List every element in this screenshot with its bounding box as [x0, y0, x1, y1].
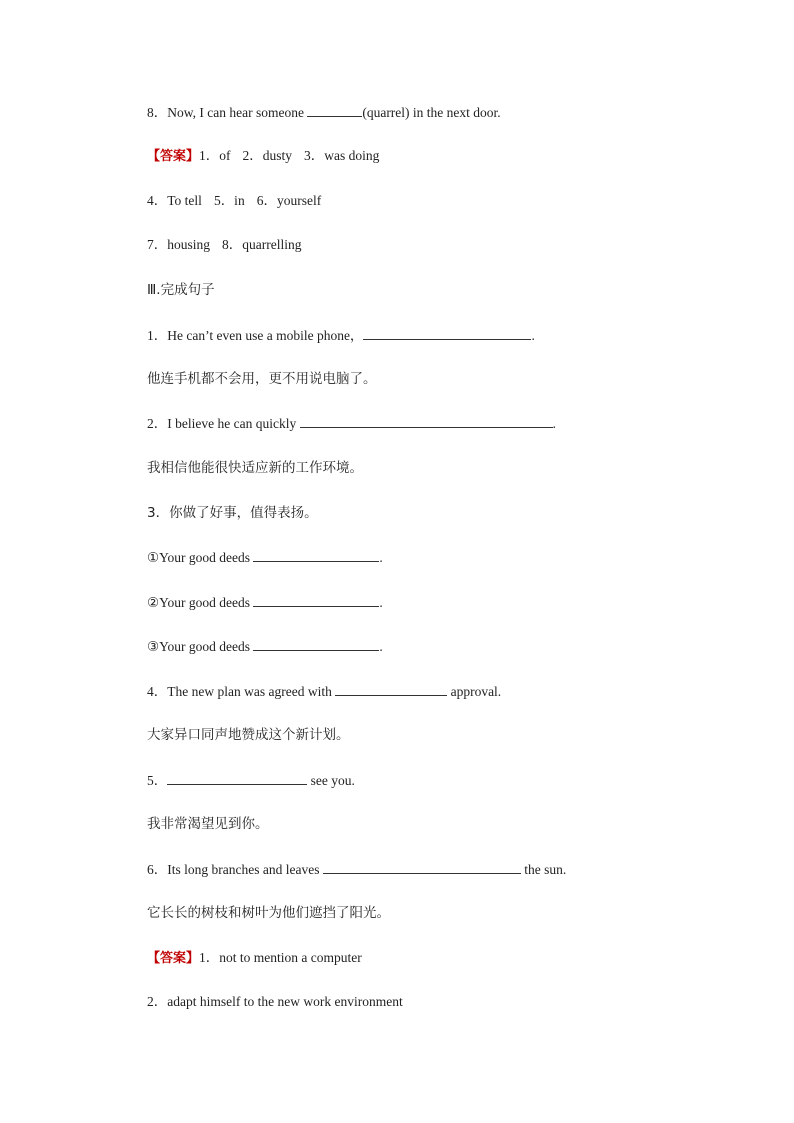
sentence-3-option-1 [147, 547, 383, 567]
question-number: 6． [147, 862, 168, 877]
question-text-tail: the sun. [520, 862, 567, 877]
sentence-1 [147, 325, 535, 345]
question-text: I believe he can quickly [167, 416, 300, 431]
punctuation: . [379, 550, 383, 565]
sentence-3-option-3 [147, 636, 383, 656]
answer-blank[interactable] [335, 681, 447, 696]
sentence-6-chinese: 它长长的树枝和树叶为他们遮挡了阳光。 [147, 905, 390, 921]
answer-blank[interactable] [363, 325, 531, 340]
sentence-3-option-2 [147, 592, 383, 612]
answer-item: 8．quarrelling [222, 237, 302, 252]
question-number: 8． [147, 105, 168, 120]
sentence-4-chinese: 大家异口同声地赞成这个新计划。 [147, 727, 350, 743]
sentence-5 [147, 770, 355, 790]
question-text-tail: approval. [447, 684, 502, 699]
question-number: 3． [147, 505, 170, 521]
answer-row-2 [147, 191, 321, 211]
answer-text: 1．not to mention a computer [199, 950, 362, 965]
question-text-tail: see you. [307, 773, 355, 788]
question-text: The new plan was agreed with [167, 684, 336, 699]
answer-row-3 [147, 235, 302, 255]
option-text: ①Your good deeds [147, 550, 254, 565]
punctuation: . [552, 416, 556, 431]
sentence-2 [147, 413, 556, 433]
answer-item: 5．in [213, 193, 245, 208]
question-number: 5． [147, 773, 168, 788]
question-text-tail: (quarrel) in the next door. [362, 105, 501, 120]
answer-item: 1．of [199, 148, 231, 163]
answer-item: 2．dusty [242, 148, 293, 163]
answer-row-1 [147, 146, 379, 166]
question-8 [147, 102, 501, 122]
punctuation: . [531, 328, 535, 343]
option-text: ②Your good deeds [147, 595, 254, 610]
answer-item: 3．was doing [304, 148, 380, 163]
answer-blank[interactable] [300, 413, 553, 428]
sentence-2-chinese: 我相信他能很快适应新的工作环境。 [147, 460, 363, 476]
question-number: 1． [147, 328, 168, 343]
answer-blank[interactable] [307, 102, 362, 117]
answer-blank[interactable] [167, 770, 307, 785]
sentence-1-chinese: 他连手机都不会用，更不用说电脑了。 [147, 371, 377, 387]
option-text: ③Your good deeds [147, 639, 254, 654]
sentence-6 [147, 859, 566, 879]
punctuation: . [379, 639, 383, 654]
sentence-3 [147, 503, 318, 523]
answer-item: 4．To tell [147, 193, 202, 208]
answer-tag: 【答案】 [147, 951, 200, 966]
answer-item: 7．housing [147, 237, 211, 252]
sentence-4 [147, 681, 501, 701]
question-text: Now, I can hear someone [167, 105, 308, 120]
answer-item: 6．yourself [256, 193, 322, 208]
answer-tag: 【答案】 [147, 149, 200, 164]
sentence-5-chinese: 我非常渴望见到你。 [147, 816, 269, 832]
answer-blank[interactable] [323, 859, 521, 874]
section-title: Ⅲ.完成句子 [147, 282, 215, 298]
question-text: He can’t even use a mobile phone， [167, 328, 364, 343]
question-number: 4． [147, 684, 168, 699]
punctuation: . [379, 595, 383, 610]
sentence-3-chinese: 你做了好事，值得表扬。 [169, 505, 318, 521]
answer-row-5: 2．adapt himself to the new work environment [147, 994, 403, 1009]
question-number: 2． [147, 416, 168, 431]
answer-blank[interactable] [253, 592, 379, 607]
answer-blank[interactable] [253, 636, 379, 651]
question-text: Its long branches and leaves [167, 862, 323, 877]
answer-blank[interactable] [253, 547, 379, 562]
answer-row-4 [147, 948, 362, 968]
